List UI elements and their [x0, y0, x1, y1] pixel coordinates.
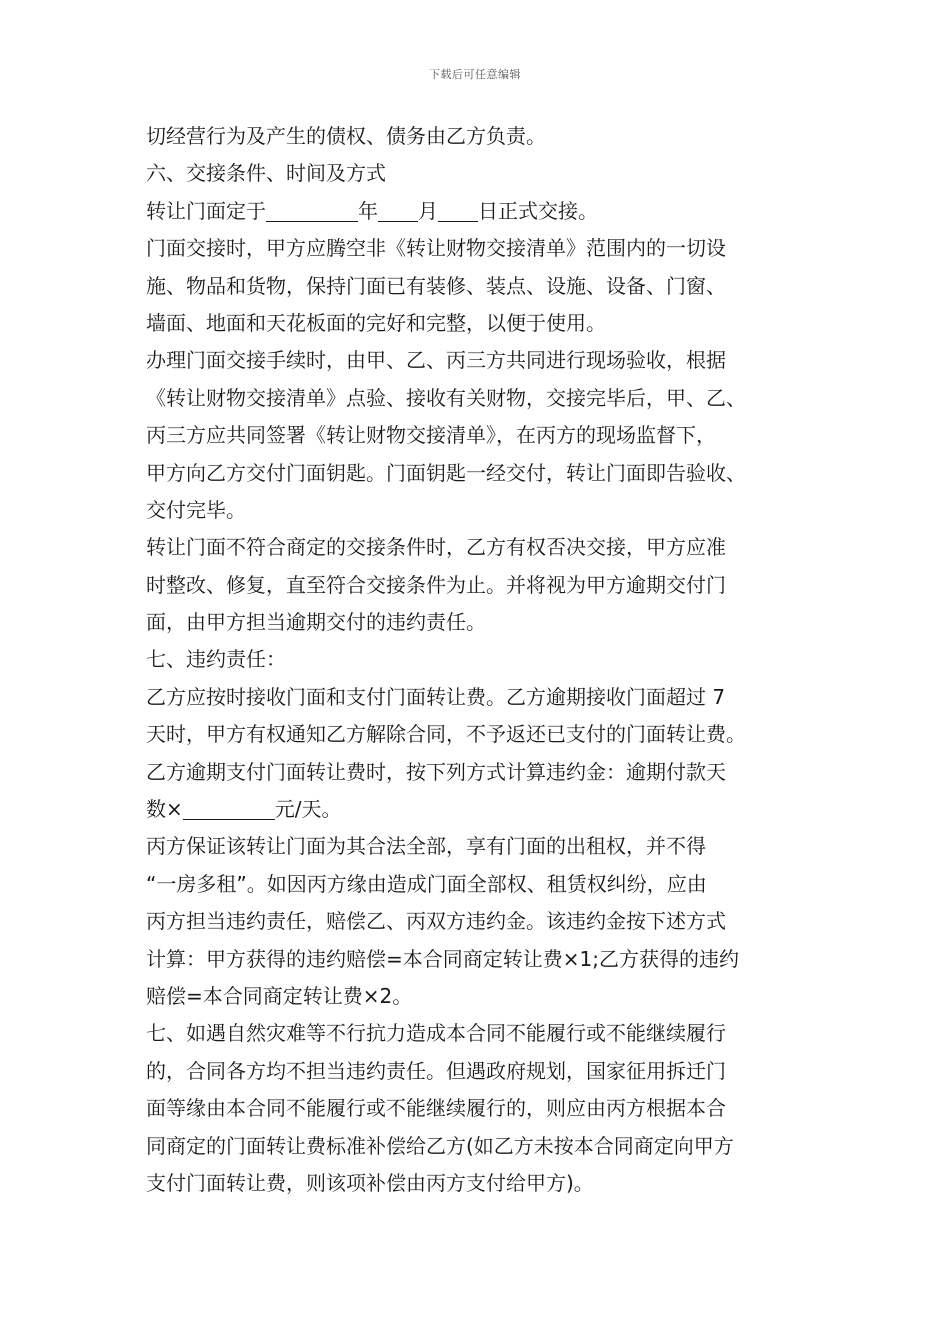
text-line: 计算：甲方获得的违约赔偿=本合同商定转让费×1;乙方获得的违约: [146, 946, 739, 971]
text-line: 面等缘由本合同不能履行或不能继续履行的，则应由丙方根据本合: [146, 1096, 726, 1121]
section-heading-handover: 六、交接条件、时间及方式: [146, 161, 386, 186]
penalty-rate-line: [146, 791, 826, 828]
text-line: 天时，甲方有权通知乙方解除合同，不予返还已支付的门面转让费。: [146, 722, 746, 747]
handover-date-prefix: 转让门面定于: [146, 198, 266, 223]
text-line: 面，由甲方担当逾期交付的违约责任。: [146, 610, 486, 635]
text-line: 乙方应按时接收门面和支付门面转让费。乙方逾期接收门面超过 7: [146, 684, 726, 709]
penalty-rate-prefix: 数×: [146, 797, 183, 822]
text-line: 转让门面不符合商定的交接条件时，乙方有权否决交接，甲方应准: [146, 535, 726, 560]
text-line: 同商定的门面转让费标准补偿给乙方(如乙方未按本合同商定向甲方: [146, 1133, 734, 1158]
text-line: 乙方逾期支付门面转让费时，按下列方式计算违约金：逾期付款天: [146, 759, 726, 784]
text-line: 交付完毕。: [146, 497, 246, 522]
penalty-rate-blank: [183, 799, 275, 820]
day-label: 日正式交接。: [478, 198, 598, 223]
month-label: 月: [418, 198, 438, 223]
penalty-rate-suffix: 元/天。: [274, 797, 342, 822]
year-blank: [266, 201, 358, 222]
text-line: 《转让财物交接清单》点验、接收有关财物，交接完毕后，甲、乙、: [146, 385, 746, 410]
text-line: 支付门面转让费，则该项补偿由丙方支付给甲方)。: [146, 1170, 594, 1195]
text-line: 门面交接时，甲方应腾空非《转让财物交接清单》范围内的一切设: [146, 236, 726, 261]
section-heading-liability: 七、违约责任：: [146, 647, 286, 672]
text-line: 施、物品和货物，保持门面已有装修、装点、设施、设备、门窗、: [146, 273, 726, 298]
text-line: 切经营行为及产生的债权、债务由乙方负责。: [146, 124, 546, 148]
document-body: [146, 118, 826, 1202]
month-blank: [378, 201, 418, 222]
handover-date-line: [146, 193, 826, 230]
text-line: 丙方保证该转让门面为其合法全部，享有门面的出租权，并不得: [146, 834, 706, 859]
text-line: 墙面、地面和天花板面的完好和完整，以便于使用。: [146, 310, 606, 335]
text-line: “一房多租”。如因丙方缘由造成门面全部权、租赁权纠纷，应由: [146, 871, 707, 896]
text-line: 七、如遇自然灾难等不行抗力造成本合同不能履行或不能继续履行: [146, 1021, 726, 1046]
text-line: 办理门面交接手续时，由甲、乙、丙三方共同进行现场验收，根据: [146, 348, 726, 373]
text-line: 甲方向乙方交付门面钥匙。门面钥匙一经交付，转让门面即告验收、: [146, 460, 746, 485]
text-line: 丙三方应共同签署《转让财物交接清单》，在丙方的现场监督下，: [146, 423, 716, 448]
text-line: 的，合同各方均不担当违约责任。但遇政府规划，国家征用拆迁门: [146, 1058, 726, 1083]
header-note: 下载后可任意编辑: [429, 68, 521, 81]
text-line: 时整改、修复，直至符合交接条件为止。并将视为甲方逾期交付门: [146, 572, 726, 597]
text-line: 赔偿=本合同商定转让费×2。: [146, 983, 413, 1008]
text-line: 丙方担当违约责任，赔偿乙、丙双方违约金。该违约金按下述方式: [146, 909, 726, 934]
year-label: 年: [358, 198, 378, 223]
day-blank: [438, 201, 478, 222]
